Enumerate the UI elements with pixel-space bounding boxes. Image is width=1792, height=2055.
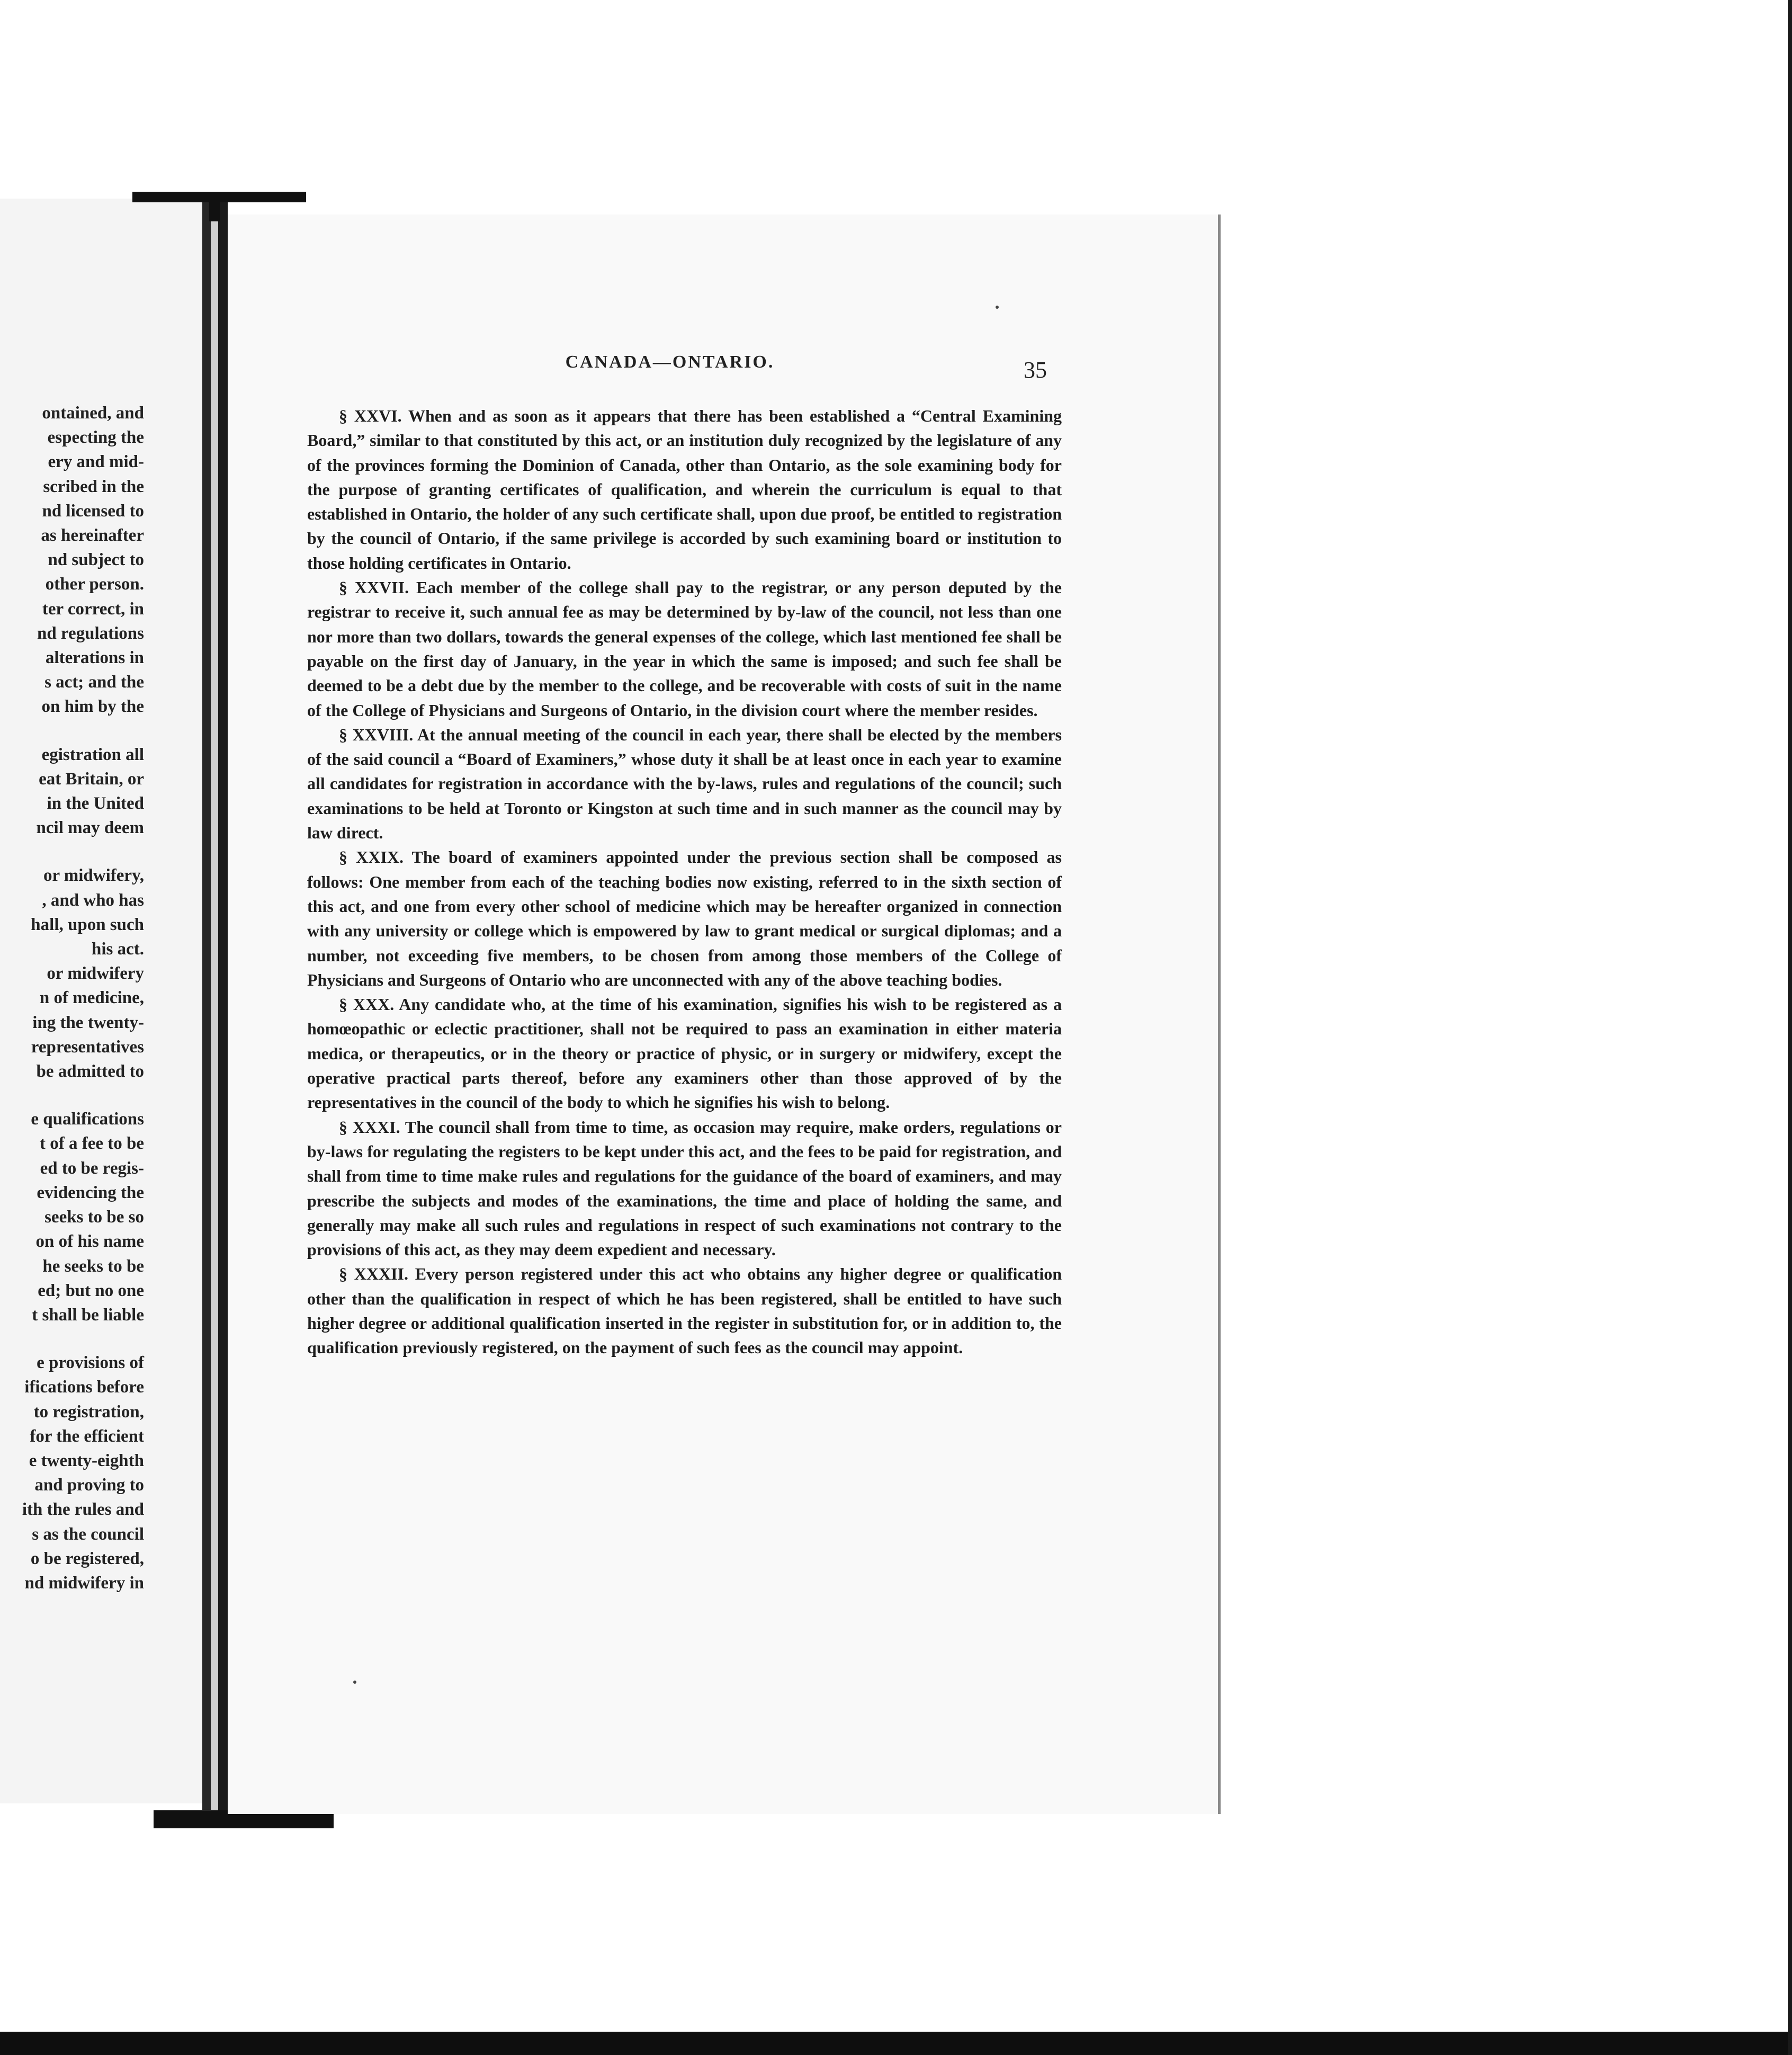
previous-page-line: hall, upon such bbox=[31, 915, 144, 934]
paragraph-gap bbox=[0, 1084, 144, 1107]
binding-spine-right bbox=[218, 202, 228, 1818]
section-xxvi: § XXVI. When and as soon as it appears that there has been established a “Central Examining Board,” similar to that constituted by this act, or an institution duly recognized by the legislature of any of the provinces forming the Dominion of Canada, other than Ontario, as the sole examining body for the purpose of granting certificates of qualification, and wherein the curriculum is equal to that established in Ontario, the holder of any such certificate shall, upon due proof, be entitled to registration by the council of Ontario, if the same privilege is accorded by such examining board or institution to those holding certificates in Ontario. bbox=[307, 406, 1062, 573]
document-page bbox=[228, 215, 1221, 1814]
previous-page-line: his act. bbox=[92, 940, 144, 959]
previous-page-line: ed; but no one bbox=[38, 1281, 144, 1300]
previous-page-line: ing the twenty- bbox=[32, 1013, 144, 1032]
previous-page-line: o be registered, bbox=[30, 1549, 144, 1568]
previous-page-line: he seeks to be bbox=[42, 1256, 144, 1276]
previous-page-line: egistration all bbox=[41, 745, 144, 764]
previous-page-line: ed to be regis- bbox=[40, 1158, 144, 1178]
previous-page-line: e provisions of bbox=[37, 1353, 144, 1373]
previous-page-line: on of his name bbox=[35, 1232, 144, 1252]
previous-page-line: t shall be liable bbox=[32, 1305, 144, 1325]
previous-page-line: ifications before bbox=[24, 1378, 144, 1397]
body-text bbox=[307, 404, 1062, 1360]
previous-page-line: and proving to bbox=[34, 1476, 144, 1495]
previous-page-line: or midwifery bbox=[47, 964, 144, 984]
section-xxix: § XXIX. The board of examiners appointed under the previous section shall be composed as follows: One member from each of the teaching bodies now existing, referred to in the sixth section of this act, and one from every other school of medicine which may be hereafter organized in connection with any university or college which is empowered by law to grant medical or surgical diplomas; and a number, not exceeding five members, to be chosen from among those members of the College of Physicians and Surgeons of Ontario who are unconnected with any of the above teaching bodies. bbox=[307, 847, 1062, 989]
previous-page-line: in the United bbox=[47, 794, 144, 814]
previous-page-line: s act; and the bbox=[44, 673, 144, 692]
paragraph-gap bbox=[0, 840, 144, 863]
previous-page-line: eat Britain, or bbox=[39, 769, 144, 789]
page-number: 35 bbox=[1024, 357, 1047, 383]
previous-page-line: ncil may deem bbox=[36, 818, 144, 838]
previous-page-line: on him by the bbox=[41, 697, 144, 717]
previous-page-line: or midwifery, bbox=[43, 866, 144, 886]
previous-page-line: especting the bbox=[47, 428, 144, 448]
paragraph-gap bbox=[0, 719, 144, 743]
previous-page-line: , and who has bbox=[42, 890, 144, 910]
scan-right-edge bbox=[1788, 0, 1792, 2055]
previous-page-line: s as the council bbox=[32, 1524, 144, 1544]
section-xxviii: § XXVIII. At the annual meeting of the council in each year, there shall be elected by the members of the said council a “Board of Examiners,” whose duty it shall be at least once in each year to examine all candidates for registration in accordance with the by-laws, rules and regulations of the council; such examinations to be held at Toronto or Kingston at such time and in such manner as the council may by law direct. bbox=[307, 725, 1062, 843]
previous-page-line: other person. bbox=[45, 575, 144, 594]
previous-page-line: nd subject to bbox=[48, 550, 144, 570]
previous-page-line: ith the rules and bbox=[22, 1500, 144, 1520]
previous-page-line: n of medicine, bbox=[39, 988, 144, 1008]
previous-page-line: alterations in bbox=[45, 648, 144, 668]
previous-page-line: be admitted to bbox=[36, 1062, 144, 1082]
previous-page-line: ery and mid- bbox=[48, 452, 144, 472]
previous-page-text bbox=[0, 401, 144, 1595]
previous-page-line: scribed in the bbox=[43, 477, 144, 496]
section-xxxii: § XXXII. Every person registered under this act who obtains any higher degree or qualification other than the qualification in respect of which he has been registered, shall be entitled to have such higher degree or additional qualification inserted in the register in substitution for, or in addition to, the qualification previously registered, on the payment of such fees as the council may appoint. bbox=[307, 1264, 1062, 1357]
binding-gutter bbox=[211, 202, 218, 1812]
previous-page-line: as hereinafter bbox=[41, 526, 144, 546]
previous-page-line: ter correct, in bbox=[42, 599, 144, 619]
previous-page-line: nd regulations bbox=[37, 623, 144, 643]
paper-speck bbox=[996, 306, 999, 309]
previous-page-line: ontained, and bbox=[42, 404, 144, 423]
section-xxxi: § XXXI. The council shall from time to time, as occasion may require, make orders, regulations or by-laws for regulating the registers to be kept under this act, and the fees to be paid for registration, and shall from time to time make rules and regulations for the guidance of the board of examiners, and may prescribe the subjects and modes of the examinations, the time and place of holding the same, and generally may make all such rules and regulations in respect of such examinations not contrary to the provisions of this act, as they may deem expedient and necessary. bbox=[307, 1117, 1062, 1259]
previous-page-line: nd licensed to bbox=[42, 501, 144, 521]
previous-page-line: representatives bbox=[31, 1037, 144, 1057]
previous-page-fragment bbox=[0, 199, 209, 1803]
previous-page-line: to registration, bbox=[33, 1402, 144, 1422]
previous-page-line: for the efficient bbox=[30, 1426, 144, 1446]
paragraph-gap bbox=[0, 1327, 144, 1351]
previous-page-line: e twenty-eighth bbox=[29, 1451, 144, 1470]
previous-page-line: evidencing the bbox=[37, 1183, 144, 1202]
previous-page-line: t of a fee to be bbox=[39, 1134, 144, 1154]
previous-page-line: e qualifications bbox=[31, 1110, 144, 1129]
scan-bottom-shadow bbox=[0, 2032, 1792, 2055]
binding-clip-top-corner bbox=[209, 200, 220, 221]
binding-spine-left bbox=[202, 197, 211, 1810]
section-xxvii: § XXVII. Each member of the college shall pay to the registrar, or any person deputed by the registrar to receive it, such annual fee as may be determined by by-law of the council, not less than one nor more than two dollars, towards the general expenses of the college, which last mentioned fee shall be payable on the first day of January, in the year in which the same is imposed; and such fee shall be deemed to be a debt due by the member to the college, and be recoverable with costs of suit in the name of the College of Physicians and Surgeons of Ontario, in the division court where the member resides. bbox=[307, 578, 1062, 720]
section-xxx: § XXX. Any candidate who, at the time of his examination, signifies his wish to be registered as a homœopathic or eclectic practitioner, shall not be required to pass an examination in either materia medica, or therapeutics, or in the theory or practice of physic, or in surgery or midwifery, except the operative practical parts thereof, before any examiners other than those approved of by the representatives in the council of the body to which he signifies his wish to belong. bbox=[307, 995, 1062, 1112]
paper-speck bbox=[353, 1681, 356, 1684]
previous-page-line: nd midwifery in bbox=[24, 1573, 144, 1593]
running-head: CANADA—ONTARIO. bbox=[565, 352, 775, 372]
previous-page-line: seeks to be so bbox=[44, 1208, 144, 1227]
